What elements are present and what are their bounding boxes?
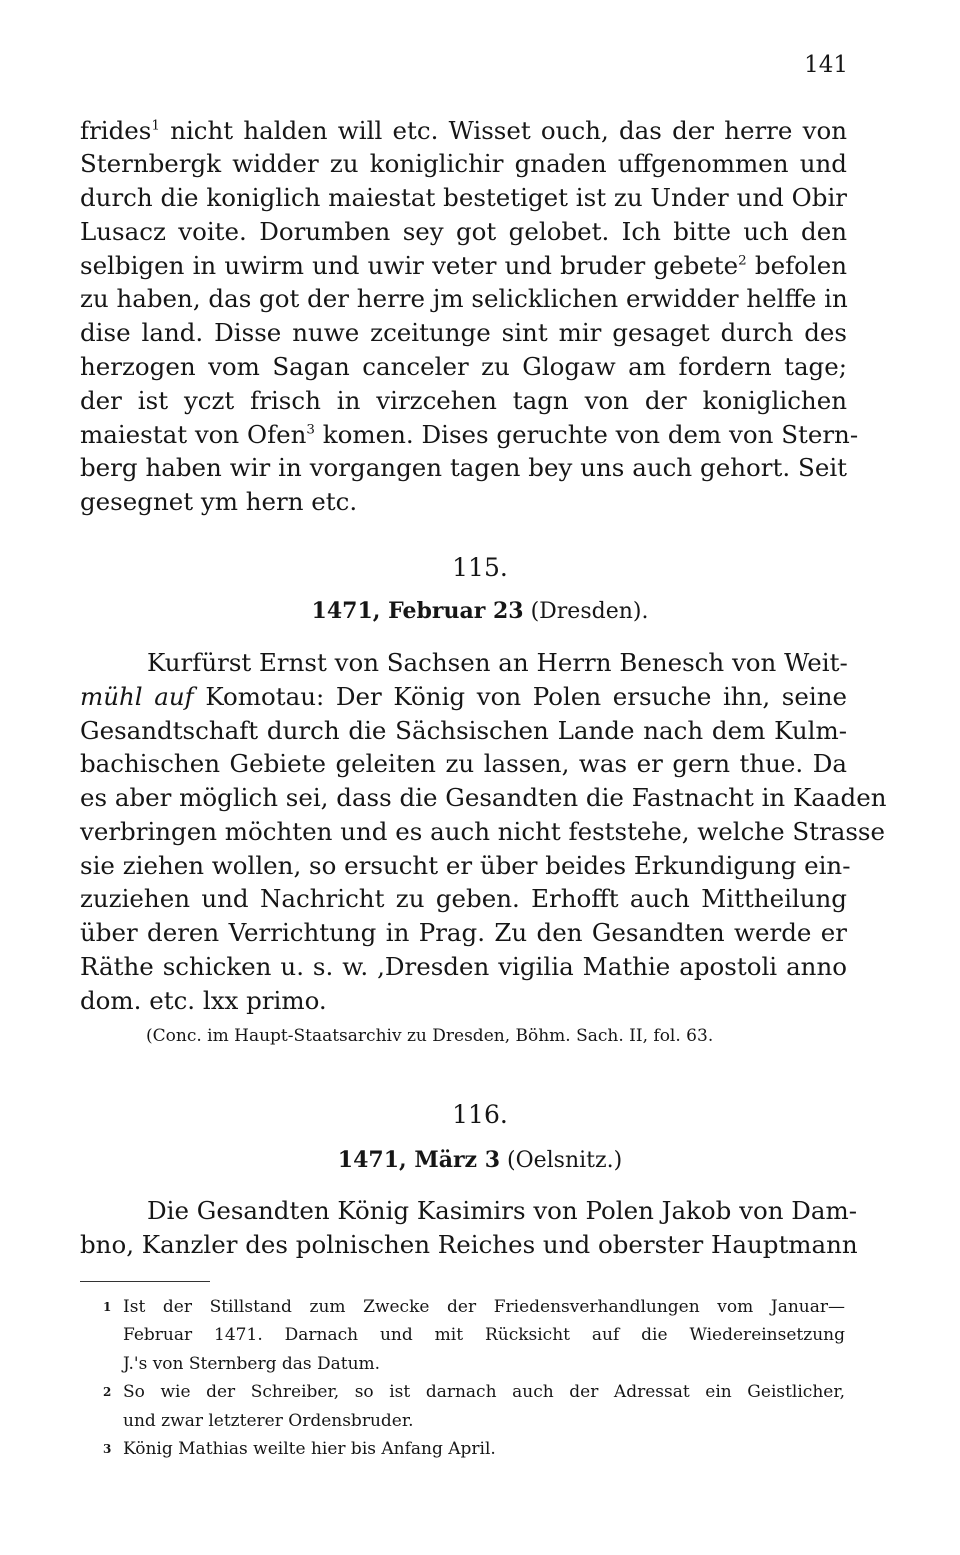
text-line: Die Gesandten König Kasimirs von Polen Jakob von Dam- [147, 1196, 858, 1225]
text-line: Gesandtschaft durch die Sächsischen Lande nach dem Kulm- [80, 716, 847, 745]
footnote-line: So wie der Schreiber, so ist darnach auch der Adressat ein Geistlicher, [123, 1382, 845, 1402]
footnote-ref: 3 [306, 421, 315, 438]
document-date: 1471, März 3 (Oelsnitz.) [337, 1147, 623, 1173]
text-line: mühl auf Komotau: Der König von Polen ersuche ihn, seine [80, 682, 847, 711]
text-line: dom. etc. lxx primo. [80, 986, 327, 1015]
text-line: berg haben wir in vorgangen tagen bey uns auch gehort. Seit [80, 453, 847, 482]
text-line: herzogen vom Sagan canceler zu Glogaw am fordern tage; [80, 352, 847, 381]
footnote-mark: 3 [103, 1442, 112, 1456]
text-line: bno, Kanzler des polnischen Reiches und oberster Hauptmann [80, 1230, 858, 1259]
text-line: sie ziehen wollen, so ersucht er über beides Erkundigung ein- [80, 851, 851, 880]
text-line: maiestat von Ofen$^3$ komen. Dises geruchte von dem von Stern- [80, 420, 859, 449]
text-line: dise land. Disse nuwe zceitunge sint mir gesaget durch des [80, 318, 847, 347]
page-number: 141 [804, 52, 848, 78]
footnote-mark: 2 [103, 1385, 112, 1399]
text-line: gesegnet ym hern etc. [80, 487, 358, 516]
footnote-line: Februar 1471. Darnach und mit Rücksicht auf die Wiedereinsetzung [123, 1325, 845, 1345]
text-line: über deren Verrichtung in Prag. Zu den Gesandten werde er [80, 918, 847, 947]
footnote-line: und zwar letzterer Ordensbruder. [123, 1411, 414, 1431]
document-number: 115. [452, 553, 508, 582]
text-line: zu haben, das got der herre jm selicklichen erwidder helffe in [80, 284, 848, 313]
text-line: bachischen Gebiete geleiten zu lassen, was er gern thue. Da [80, 749, 847, 778]
text-line: Lusacz voite. Dorumben sey got gelobet. Ich bitte uch den [80, 217, 847, 246]
footnote-line: Ist der Stillstand zum Zwecke der Friedensverhandlungen vom Januar— [123, 1297, 845, 1317]
footnote-divider [80, 1281, 210, 1282]
text-line: Sternbergk widder zu koniglichir gnaden uffgenommen und [80, 149, 847, 178]
text-line: es aber möglich sei, dass die Gesandten die Fastnacht in Kaaden [80, 783, 887, 812]
footnote-line: J.'s von Sternberg das Datum. [123, 1354, 381, 1374]
footnote-mark: 1 [103, 1300, 112, 1314]
text-line: der ist yczt frisch in virzcehen tagn von der koniglichen [80, 386, 847, 415]
footnote-line: König Mathias weilte hier bis Anfang April. [123, 1439, 496, 1459]
text-line: selbigen in uwirm und uwir veter und bruder gebete$^2$ befolen [80, 251, 848, 280]
footnote-ref: 2 [738, 252, 747, 269]
text-line: zuziehen und Nachricht zu geben. Erhofft auch Mittheilung [80, 884, 847, 913]
document-number: 116. [452, 1100, 508, 1129]
text-line: Räthe schicken u. s. w. ,Dresden vigilia Mathie apostoli anno [80, 952, 847, 981]
document-date: 1471, Februar 23 (Dresden). [311, 598, 649, 624]
text-line: frides$^1$ nicht halden will etc. Wisset ouch, das der herre von [80, 116, 847, 145]
text-line: Kurfürst Ernst von Sachsen an Herrn Benesch von Weit- [147, 648, 848, 677]
text-line: durch die koniglich maiestat bestetiget ist zu Under und Obir [80, 183, 847, 212]
text-line: verbringen möchten und es auch nicht feststehe, welche Strasse [80, 817, 885, 846]
footnote-ref: 1 [151, 117, 160, 134]
archive-source-note: (Conc. im Haupt-Staatsarchiv zu Dresden, Böhm. Sach. II, fol. 63. [146, 1026, 714, 1046]
